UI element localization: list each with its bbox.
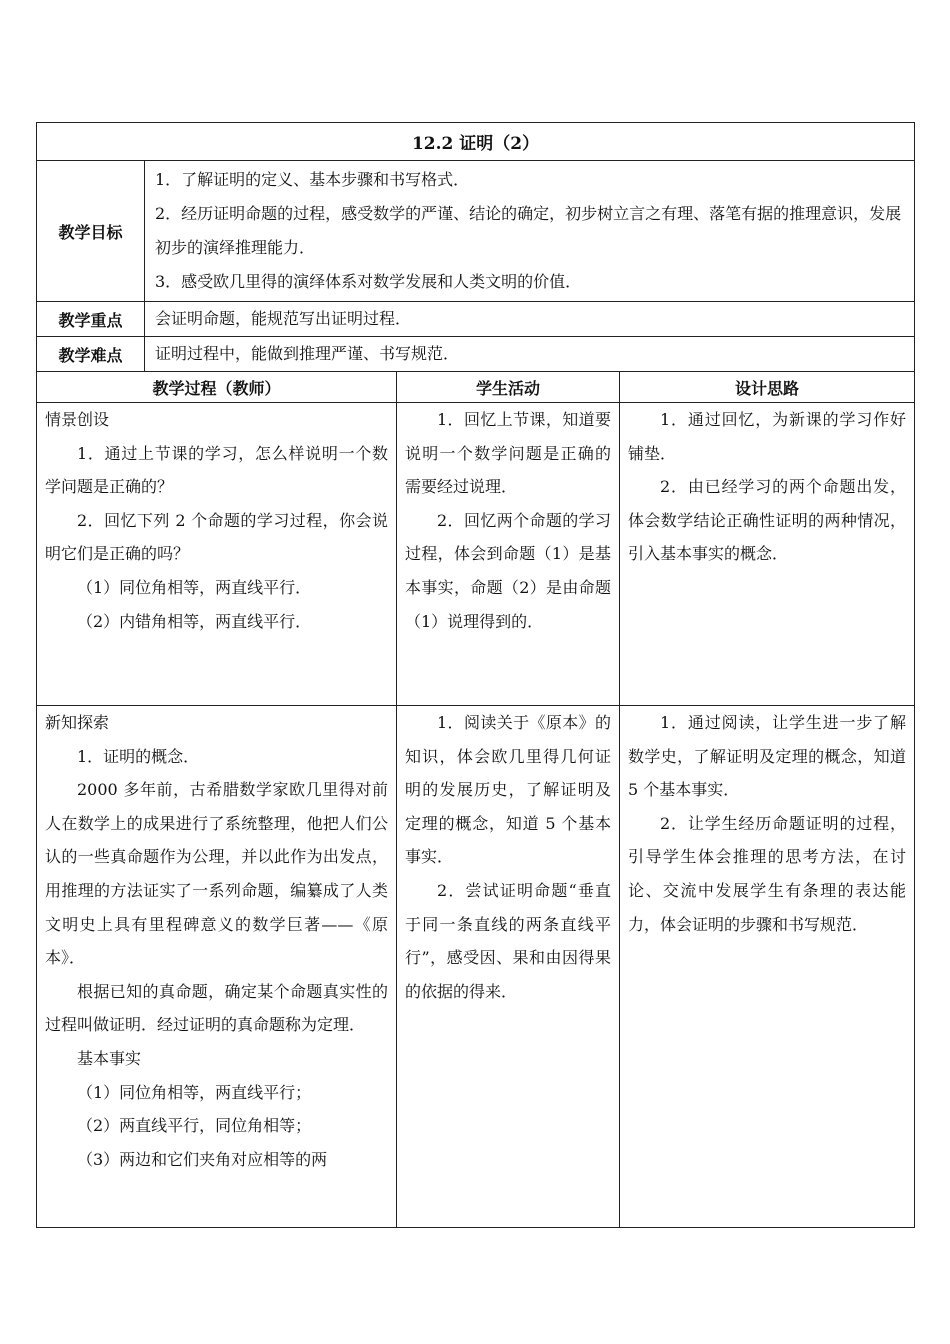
title-row xyxy=(37,123,915,161)
teacher-cell xyxy=(37,403,397,706)
difficulties-content: 证明过程中，能做到推理严谨、书写规范． xyxy=(145,337,915,372)
student-paragraph: 2．回忆两个命题的学习过程，体会到命题（1）是基本事实，命题（2）是由命题（1）说理得到的． xyxy=(405,510,611,631)
teacher-list-item: （2）两直线平行，同位角相等； xyxy=(77,1116,312,1136)
key-points-row xyxy=(37,302,915,337)
teacher-paragraph: 根据已知的真命题，确定某个命题真实性的过程叫做证明．经过证明的真命题称为定理． xyxy=(45,981,388,1035)
teacher-list-item: （3）两边和它们夹角对应相等的两 xyxy=(77,1149,328,1169)
design-paragraph: 1．通过回忆，为新课的学习作好铺垫． xyxy=(628,410,907,463)
teacher-paragraph: 2000 多年前，古希腊数学家欧几里得对前人在数学上的成果进行了系统整理，他把人们公认的一些真命题作为公理，并以此作为出发点，用推理的方法证实了一系列命题，编纂成了人类文明史上具有里程碑意义的数学巨著——《原本》． xyxy=(45,780,388,968)
table-row xyxy=(37,706,915,1228)
key-points-label: 教学重点 xyxy=(37,302,145,337)
student-cell xyxy=(397,706,620,1228)
teacher-paragraph: 基本事实 xyxy=(77,1048,142,1068)
objectives-label: 教学目标 xyxy=(37,161,145,302)
difficulties-row xyxy=(37,337,915,372)
objective-item: 3．感受欧几里得的演绎体系对数学发展和人类文明的价值． xyxy=(155,272,582,291)
lesson-plan-table xyxy=(36,122,915,1228)
student-paragraph: 1．回忆上节课，知道要说明一个数学问题是正确的需要经过说理． xyxy=(405,410,611,497)
difficulties-label: 教学难点 xyxy=(37,337,145,372)
teacher-list-item: （1）同位角相等，两直线平行． xyxy=(77,577,312,597)
lesson-plan-page xyxy=(36,122,914,1228)
section-heading: 新知探索 xyxy=(45,713,110,732)
teacher-cell xyxy=(37,706,397,1228)
design-paragraph: 1．通过阅读，让学生进一步了解数学史，了解证明及定理的概念，知道 5 个基本事实． xyxy=(628,713,907,800)
design-paragraph: 2．让学生经历命题证明的过程，引导学生体会推理的思考方法，在讨论、交流中发展学生有条理的表达能力，体会证明的步骤和书写规范． xyxy=(628,813,907,934)
teacher-paragraph: 2．回忆下列 2 个命题的学习过程，你会说明它们是正确的吗？ xyxy=(45,510,388,564)
objectives-row xyxy=(37,161,915,302)
teacher-list-item: （1）同位角相等，两直线平行； xyxy=(77,1082,312,1102)
design-cell xyxy=(620,706,915,1228)
lesson-title: 12.2 证明（2） xyxy=(37,123,915,161)
student-cell xyxy=(397,403,620,706)
teacher-list-item: （2）内错角相等，两直线平行． xyxy=(77,611,312,631)
objective-item: 1．了解证明的定义、基本步骤和书写格式． xyxy=(155,170,470,189)
section-heading: 情景创设 xyxy=(45,410,110,429)
student-paragraph: 1．阅读关于《原本》的知识，体会欧几里得几何证明的发展历史，了解证明及定理的概念，知道 5 个基本事实． xyxy=(405,713,611,867)
column-header-student: 学生活动 xyxy=(397,372,620,403)
teacher-paragraph: 1．通过上节课的学习，怎么样说明一个数学问题是正确的？ xyxy=(45,443,388,497)
column-header-design: 设计思路 xyxy=(620,372,915,403)
table-row xyxy=(37,403,915,706)
student-paragraph: 2．尝试证明命题“垂直于同一条直线的两条直线平行”，感受因、果和由因得果的依据的得来． xyxy=(405,880,611,1001)
teacher-paragraph: 1．证明的概念． xyxy=(77,746,200,766)
design-paragraph: 2．由已经学习的两个命题出发，体会数学结论正确性证明的两种情况，引入基本事实的概念． xyxy=(628,477,907,564)
key-points-content: 会证明命题，能规范写出证明过程． xyxy=(145,302,915,337)
column-header-teacher: 教学过程（教师） xyxy=(37,372,397,403)
design-cell xyxy=(620,403,915,706)
objective-item: 2．经历证明命题的过程，感受数学的严谨、结论的确定，初步树立言之有理、落笔有据的推理意识，发展初步的演绎推理能力． xyxy=(155,204,902,257)
objectives-content xyxy=(145,161,915,302)
column-header-row xyxy=(37,372,915,403)
